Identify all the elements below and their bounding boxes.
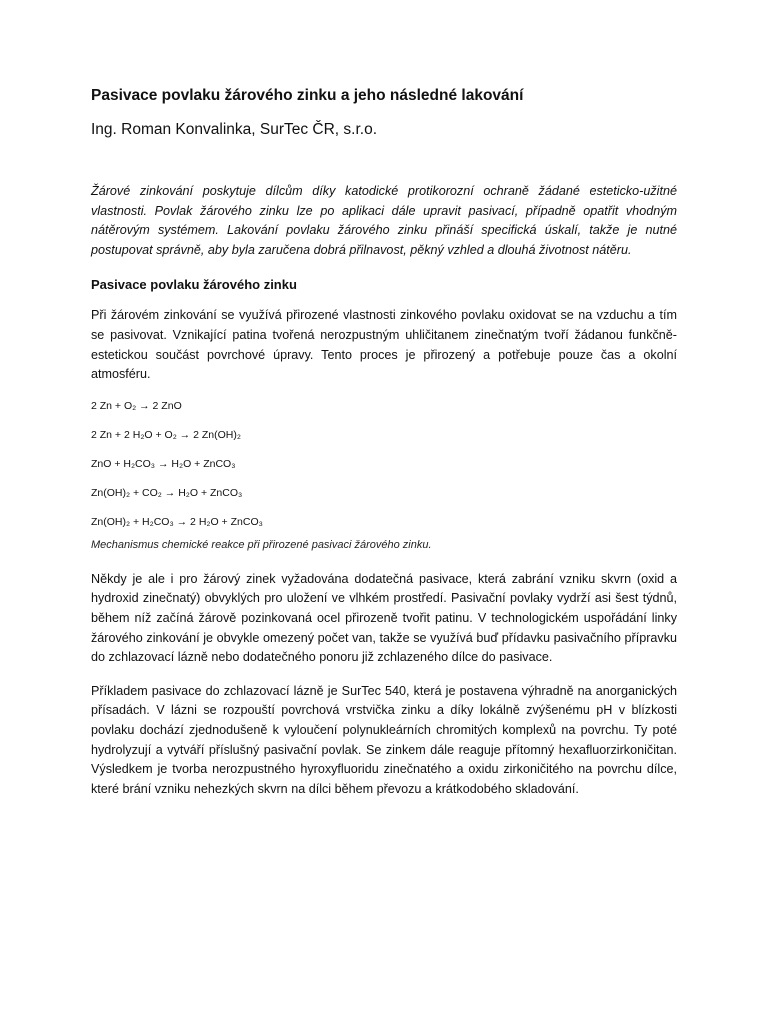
equation-5: Zn(OH)₂ + H₂CO₃ → 2 H₂O + ZnCO₃ — [91, 515, 263, 528]
intro-paragraph: Při žárovém zinkování se využívá přirozené vlastnosti zinkového povlaku oxidovat se na vzduchu a tím se pasivovat. Vznikající patina tvořená nerozpustným uhličitanem zinečnatým tvoří žádanou funkčně-estetickou součást povrchové úpravy. Tento proces je přirozený a potřebuje pouze čas a okolní atmosféru. — [91, 308, 677, 382]
equation-2: 2 Zn + 2 H₂O + O₂ → 2 Zn(OH)₂ — [91, 428, 241, 441]
equation-3: ZnO + H₂CO₃ → H₂O + ZnCO₃ — [91, 457, 236, 470]
section-heading: Pasivace povlaku žárového zinku — [91, 277, 297, 293]
equation-4: Zn(OH)₂ + CO₂ → H₂O + ZnCO₃ — [91, 486, 243, 499]
equations-list — [91, 399, 677, 529]
document-author: Ing. Roman Konvalinka, SurTec ČR, s.r.o. — [91, 121, 378, 138]
document-title: Pasivace povlaku žárového zinku a jeho následné lakování — [91, 87, 524, 104]
equations-caption: Mechanismus chemické reakce při přirozené pasivaci žárového zinku. — [91, 538, 432, 551]
abstract-paragraph: Žárové zinkování poskytuje dílcům díky katodické protikorozní ochraně žádané esteticko-užitné vlastnosti. Povlak žárového zinku lze po aplikaci dále upravit pasivací, případně opatřit vhodným nátěrovým systémem. Lakování povlaku žárového zinku přináší specifická úskalí, takže je nutné postupovat správně, aby byla zaručena dobrá přilnavost, pěkný vzhled a dlouhá životnost nátěru. — [91, 184, 677, 257]
equation-1: 2 Zn + O₂ → 2 ZnO — [91, 399, 182, 412]
document-page — [91, 86, 677, 810]
passivation-paragraph: Někdy je ale i pro žárový zinek vyžadována dodatečná pasivace, která zabrání vzniku skvrn (oxid a hydroxid zinečnatý) obvyklých pro uložení ve vlhkém prostředí. Pasivační povlaky vydrží asi šest týdnů, během níž začíná žárově pozinkovaná ocel přirozeně tvořit patinu. V technologickém uspořádání linky žárového zinkování je obvykle omezený počet van, takže se využívá buď přídavku pasivačního přípravku do zchlazovací lázně nebo dodatečného ponoru již zchlazeného dílce do pasivace. — [91, 571, 677, 665]
surtec-paragraph: Příkladem pasivace do zchlazovací lázně je SurTec 540, která je postavena výhradně na anorganických přísadách. V lázni se rozpouští povrchová vrstvička zinku a díky lokálně zvýšenému pH v blízkosti povlaku dochází zjednodušeně k vyloučení polynukleárních chromitých komplexů na povrchu. Ty poté hydrolyzují a vytváří příslušný pasivační povlak. Se zinkem dále reaguje přítomný hexafluorzirkoničitan. Výsledkem je tvorba nerozpustného hyroxyfluoridu zinečnatého a oxidu zirkoničitého na povrchu dílce, které brání vzniku nehezkých skvrn na dílci během převozu a krátkodobého skladování. — [91, 683, 677, 796]
